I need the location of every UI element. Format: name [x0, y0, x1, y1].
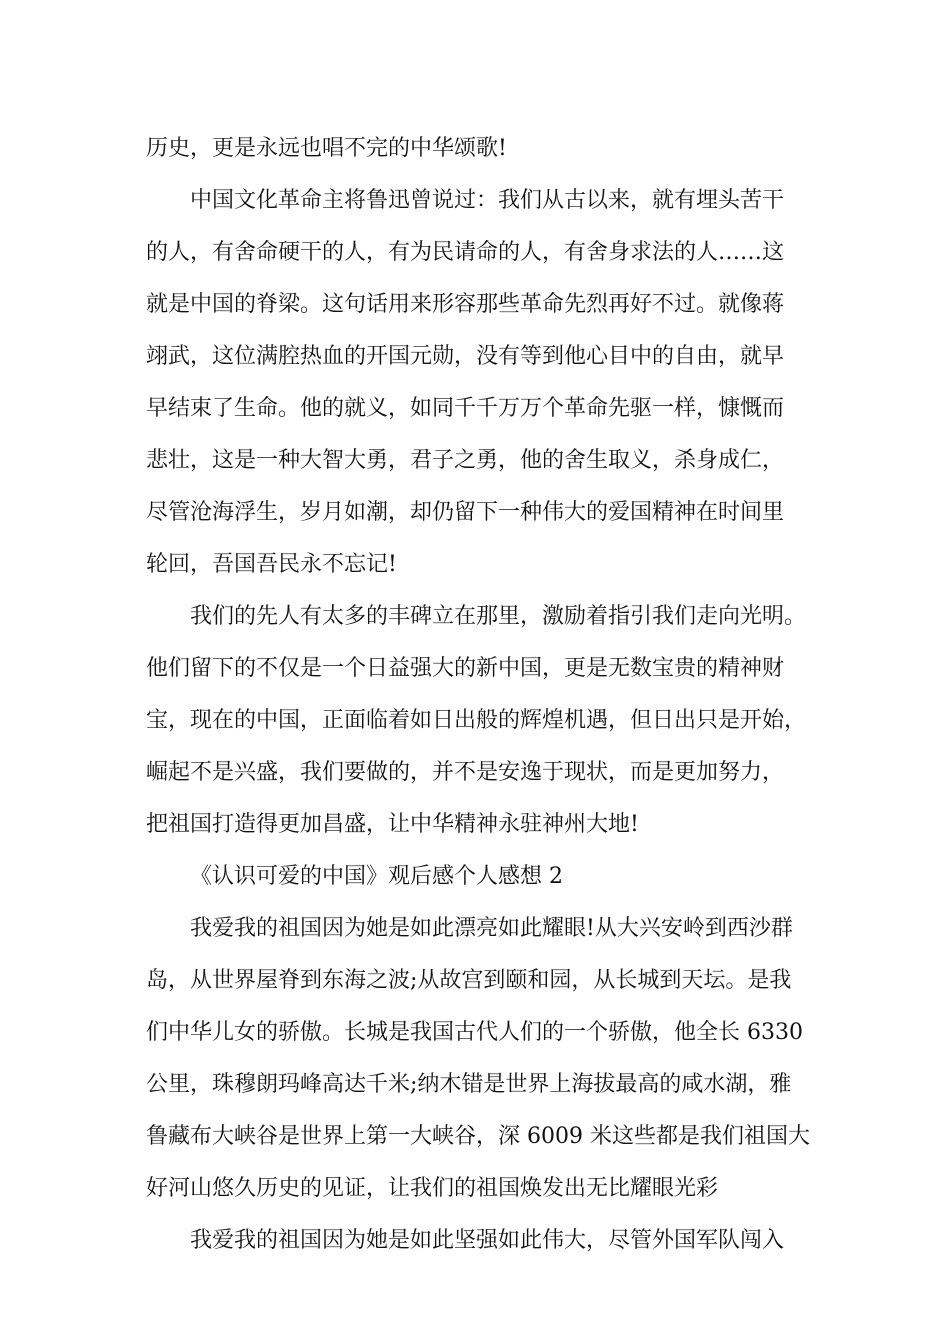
- text-line: 他们留下的不仅是一个日益强大的新中国，更是无数宝贵的精神财: [146, 656, 785, 681]
- text-line: 就是中国的脊梁。这句话用来形容那些革命先烈再好不过。就像蒋: [146, 292, 785, 317]
- paragraph-start-line: 我们的先人有太多的丰碑立在那里，激励着指引我们走向光明。: [190, 604, 807, 629]
- paragraph-start-line: 中国文化革命主将鲁迅曾说过：我们从古以来，就有埋头苦干: [190, 188, 785, 213]
- text-line: 尽管沧海浮生，岁月如潮，却仍留下一种伟大的爱国精神在时间里: [146, 500, 785, 525]
- text-line: 悲壮，这是一种大智大勇，君子之勇，他的舍生取义，杀身成仁，: [146, 448, 785, 473]
- paragraph-start-line: 我爱我的祖国因为她是如此坚强如此伟大，尽管外国军队闯入: [190, 1228, 785, 1253]
- text-line: 公里，珠穆朗玛峰高达千米;纳木错是世界上海拔最高的咸水湖，雅: [146, 1072, 792, 1097]
- text-line: 早结束了生命。他的就义，如同千千万万个革命先驱一样，慷慨而: [146, 396, 785, 421]
- text-line: 崛起不是兴盛，我们要做的，并不是安逸于现状，而是更加努力，: [146, 760, 785, 785]
- text-line: 把祖国打造得更加昌盛，让中华精神永驻神州大地!: [146, 812, 639, 837]
- text-line: 历史，更是永远也唱不完的中华颂歌!: [146, 136, 507, 161]
- text-line: 宝，现在的中国，正面临着如日出般的辉煌机遇，但日出只是开始，: [146, 708, 807, 733]
- text-line: 轮回，吾国吾民永不忘记!: [146, 552, 397, 577]
- text-line: 岛，从世界屋脊到东海之波;从故宫到颐和园，从长城到天坛。是我: [146, 968, 792, 993]
- text-line: 的人，有舍命硬干的人，有为民请命的人，有舍身求法的人……这: [146, 240, 785, 265]
- paragraph-start-line: 我爱我的祖国因为她是如此漂亮如此耀眼!从大兴安岭到西沙群: [190, 916, 793, 941]
- text-line: 鲁藏布大峡谷是世界上第一大峡谷，深 6009 米这些都是我们祖国大: [146, 1124, 810, 1149]
- text-line: 们中华儿女的骄傲。长城是我国古代人们的一个骄傲，他全长 6330: [146, 1020, 803, 1045]
- text-line: 好河山悠久历史的见证，让我们的祖国焕发出无比耀眼光彩: [146, 1176, 719, 1201]
- text-line: 翊武，这位满腔热血的开国元勋，没有等到他心目中的自由，就早: [146, 344, 785, 369]
- section-heading: 《认识可爱的中国》观后感个人感想 2: [190, 864, 563, 889]
